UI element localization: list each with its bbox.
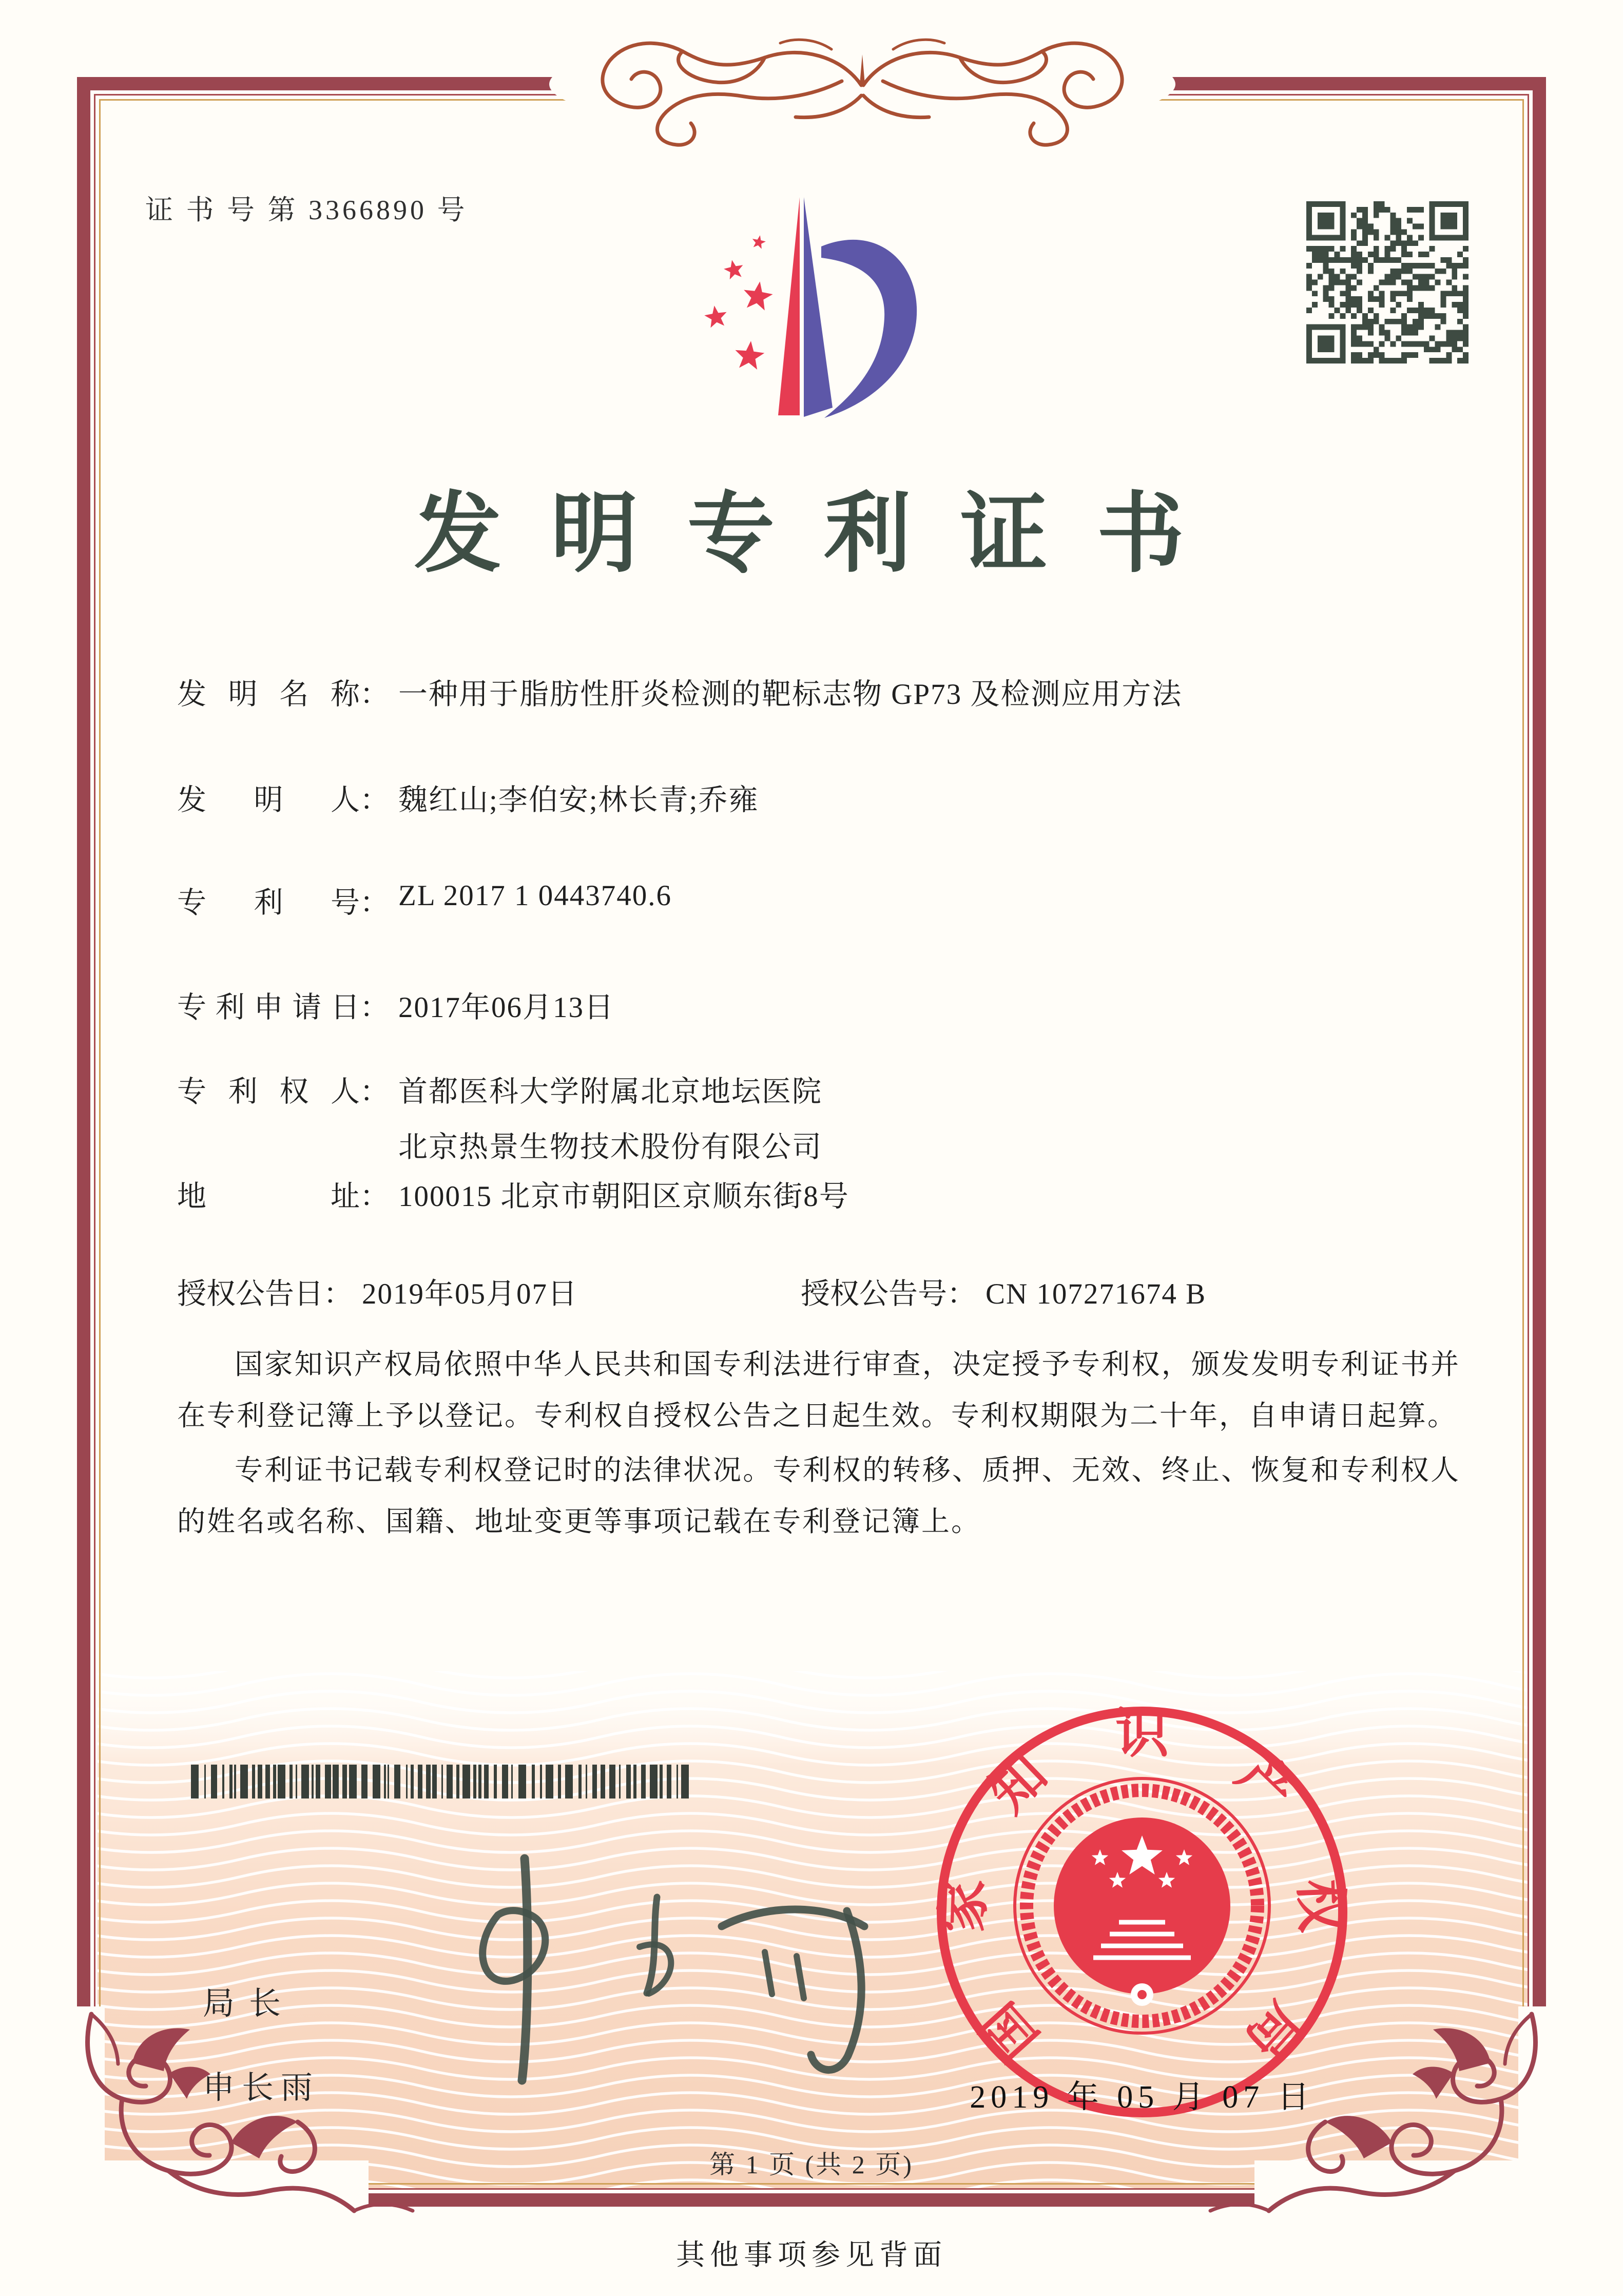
grant-date-label: 授权公告日 xyxy=(177,1278,323,1310)
field-value: 一种用于脂肪性肝炎检测的靶标志物 GP73 及检测应用方法 xyxy=(398,678,1183,711)
phoenix-flourish-ornament xyxy=(524,18,1201,152)
field-colon: ： xyxy=(360,887,389,919)
field-value: 2017年06月13日 xyxy=(398,991,614,1024)
patentee-line-2: 北京热景生物技术股份有限公司 xyxy=(398,1131,822,1163)
field-colon: ： xyxy=(360,678,389,711)
field-label: 专利权人 xyxy=(177,1076,360,1108)
grant-number-label: 授权公告号 xyxy=(801,1278,947,1310)
page-number: 第 1 页 (共 2 页) xyxy=(709,2150,914,2179)
field-label: 发明人 xyxy=(177,784,360,816)
field-value: 100015 北京市朝阳区京顺东街8号 xyxy=(398,1180,849,1213)
certificate-number: 证 书 号 第 3366890 号 xyxy=(145,195,468,225)
field-label: 专利申请日 xyxy=(177,991,360,1024)
cnipa-patent-logo-icon xyxy=(667,186,939,422)
director-handwritten-signature xyxy=(436,1838,898,2105)
field-colon: ： xyxy=(360,1180,389,1213)
svg-text:国: 国 xyxy=(970,1991,1050,2071)
field-colon: ： xyxy=(947,1278,976,1310)
field-label: 专利号 xyxy=(177,887,360,919)
field-row-address xyxy=(177,1173,849,1215)
field-label: 地址 xyxy=(177,1180,360,1213)
field-row-patent-number xyxy=(177,879,672,921)
field-value xyxy=(398,1068,822,1165)
svg-text:权: 权 xyxy=(1289,1878,1350,1934)
director-name: 申长雨 xyxy=(203,2071,320,2106)
svg-text:知: 知 xyxy=(978,1744,1058,1824)
back-side-note: 其他事项参见背面 xyxy=(676,2240,947,2271)
grant-number-value: CN 107271674 B xyxy=(986,1278,1207,1310)
legal-paragraph-2: 专利证书记载专利权登记时的法律状况。专利权的转移、质押、无效、终止、恢复和专利权人的姓名或名称、国籍、地址变更等事项记载在专利登记簿上。 xyxy=(177,1455,1460,1537)
director-title: 局长 xyxy=(203,1986,296,2021)
field-row-filing-date xyxy=(177,984,614,1026)
patentee-line-1: 首都医科大学附属北京地坛医院 xyxy=(398,1076,822,1108)
svg-text:识: 识 xyxy=(1115,1705,1169,1764)
field-row-invention-name xyxy=(177,671,1182,713)
document-title: 发明专利证书 xyxy=(414,486,1233,583)
field-row-patentee xyxy=(177,1068,822,1165)
field-value: 魏红山;李伯安;林长青;乔雍 xyxy=(398,784,759,816)
barcode-icon xyxy=(190,1765,701,1798)
legal-paragraph-1: 国家知识产权局依照中华人民共和国专利法进行审查，决定授予专利权，颁发发明专利证书并在专利登记簿上予以登记。专利权自授权公告之日起生效。专利权期限为二十年，自申请日起算。 xyxy=(177,1349,1460,1431)
legal-text xyxy=(177,1339,1460,1551)
svg-text:局: 局 xyxy=(1234,1991,1315,2071)
qr-code-icon xyxy=(1306,201,1469,363)
field-row-grant-date xyxy=(177,1270,578,1312)
cnipa-round-seal xyxy=(926,1700,1358,2132)
svg-text:产: 产 xyxy=(1226,1744,1306,1824)
field-colon: ： xyxy=(360,784,389,816)
svg-text:家: 家 xyxy=(934,1878,995,1934)
field-row-inventors xyxy=(177,776,759,818)
field-colon: ： xyxy=(360,991,389,1024)
field-colon: ： xyxy=(360,1076,389,1108)
grant-date-value: 2019年05月07日 xyxy=(362,1278,578,1310)
field-colon: ： xyxy=(323,1278,353,1310)
field-row-grant-number xyxy=(801,1270,1206,1312)
floral-corner-flourish-left xyxy=(61,2006,420,2227)
field-label: 发明名称 xyxy=(177,678,360,711)
seal-date: 2019 年 05 月 07 日 xyxy=(970,2080,1315,2115)
field-value: ZL 2017 1 0443740.6 xyxy=(398,879,672,912)
